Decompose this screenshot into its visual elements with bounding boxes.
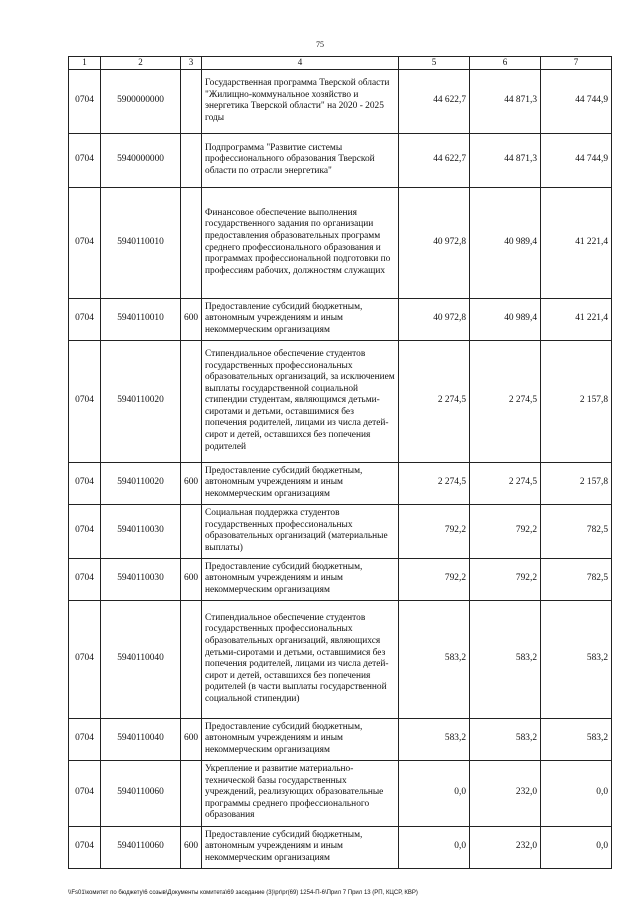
item-name-cell: Социальная поддержка студентов государственных профессиональных образовательных организаций (материальные выплаты) <box>202 504 399 558</box>
amount-cell-col5: 792,2 <box>399 558 470 600</box>
expense-type-cell: 600 <box>181 298 202 340</box>
target-article-cell: 5940110020 <box>101 340 181 462</box>
amount-cell-col7: 41 221,4 <box>541 187 612 298</box>
amount-cell-col5: 40 972,8 <box>399 298 470 340</box>
expense-type-cell <box>181 187 202 298</box>
item-name-cell: Финансовое обеспечение выполнения государственного задания по организации предоставления образовательных программ среднего профессионального образования и программах профессиональной подготовки по профессиям рабочих, должностям служащих <box>202 187 399 298</box>
item-name-cell: Государственная программа Тверской области "Жилищно-коммунальное хозяйство и энергетика Тверской области" на 2020 - 2025 годы <box>202 69 399 133</box>
section-code-cell: 0704 <box>69 69 101 133</box>
file-path-footer: \\Fs01\комитет по бюджету\6 созыв\Документы комитета\69 заседание (3)\pr\pr(69) 1254-П-6\Прил 7 Прил 13 (РП, КЦСР, КВР) <box>68 890 418 896</box>
amount-cell-col7: 583,2 <box>541 718 612 760</box>
expense-type-cell: 600 <box>181 826 202 868</box>
header-row <box>69 57 612 70</box>
target-article-cell: 5940110060 <box>101 826 181 868</box>
column-header: 7 <box>541 57 612 70</box>
amount-cell-col7: 44 744,9 <box>541 133 612 187</box>
section-code-cell: 0704 <box>69 504 101 558</box>
amount-cell-col6: 232,0 <box>470 760 541 826</box>
section-code-cell: 0704 <box>69 187 101 298</box>
amount-cell-col5: 44 622,7 <box>399 69 470 133</box>
amount-cell-col6: 44 871,3 <box>470 133 541 187</box>
table-row <box>69 558 612 600</box>
table-row <box>69 340 612 462</box>
amount-cell-col6: 2 274,5 <box>470 462 541 504</box>
amount-cell-col6: 40 989,4 <box>470 298 541 340</box>
table-row <box>69 298 612 340</box>
amount-cell-col6: 2 274,5 <box>470 340 541 462</box>
amount-cell-col5: 0,0 <box>399 826 470 868</box>
amount-cell-col6: 583,2 <box>470 718 541 760</box>
item-name-cell: Подпрограмма "Развитие системы профессионального образования Тверской области по отрасли энергетика" <box>202 133 399 187</box>
column-header: 1 <box>69 57 101 70</box>
amount-cell-col6: 792,2 <box>470 504 541 558</box>
amount-cell-col7: 0,0 <box>541 826 612 868</box>
item-name-cell: Предоставление субсидий бюджетным, автономным учреждениям и иным некоммерческим организациям <box>202 558 399 600</box>
section-code-cell: 0704 <box>69 718 101 760</box>
expense-type-cell <box>181 133 202 187</box>
target-article-cell: 5940110040 <box>101 718 181 760</box>
target-article-cell: 5940110030 <box>101 558 181 600</box>
table-row <box>69 69 612 133</box>
target-article-cell: 5940110040 <box>101 600 181 718</box>
target-article-cell: 5940110010 <box>101 187 181 298</box>
column-header: 4 <box>202 57 399 70</box>
table-row <box>69 133 612 187</box>
item-name-cell: Стипендиальное обеспечение студентов государственных профессиональных образовательных организаций, за исключением выплаты государственной социальной стипендии студентам, являющимся детьми-сиротами и детьми, оставшимися без попечения родителей, лицами из числа детей-сирот и детей, оставшихся без попечения родителей <box>202 340 399 462</box>
amount-cell-col5: 2 274,5 <box>399 462 470 504</box>
table-row <box>69 826 612 868</box>
item-name-cell: Предоставление субсидий бюджетным, автономным учреждениям и иным некоммерческим организациям <box>202 718 399 760</box>
section-code-cell: 0704 <box>69 760 101 826</box>
table-row <box>69 504 612 558</box>
section-code-cell: 0704 <box>69 298 101 340</box>
section-code-cell: 0704 <box>69 558 101 600</box>
amount-cell-col7: 2 157,8 <box>541 462 612 504</box>
expense-type-cell <box>181 600 202 718</box>
amount-cell-col7: 0,0 <box>541 760 612 826</box>
item-name-cell: Предоставление субсидий бюджетным, автономным учреждениям и иным некоммерческим организациям <box>202 462 399 504</box>
target-article-cell: 5940110020 <box>101 462 181 504</box>
section-code-cell: 0704 <box>69 600 101 718</box>
column-header: 3 <box>181 57 202 70</box>
amount-cell-col7: 41 221,4 <box>541 298 612 340</box>
section-code-cell: 0704 <box>69 133 101 187</box>
amount-cell-col5: 40 972,8 <box>399 187 470 298</box>
amount-cell-col5: 583,2 <box>399 600 470 718</box>
amount-cell-col7: 2 157,8 <box>541 340 612 462</box>
section-code-cell: 0704 <box>69 826 101 868</box>
budget-table <box>68 56 612 869</box>
amount-cell-col6: 232,0 <box>470 826 541 868</box>
expense-type-cell: 600 <box>181 718 202 760</box>
item-name-cell: Стипендиальное обеспечение студентов государственных профессиональных образовательных организаций, являющихся детьми-сиротами и детьми, оставшимися без попечения родителей, лицами из числа детей-сирот и детей, оставшихся без попечения родителей (в части выплаты государственной социальной стипендии) <box>202 600 399 718</box>
target-article-cell: 5940000000 <box>101 133 181 187</box>
expense-type-cell <box>181 760 202 826</box>
table-row <box>69 187 612 298</box>
item-name-cell: Укрепление и развитие материально-технической базы государственных учреждений, реализующих образовательные программы среднего профессионального образования <box>202 760 399 826</box>
amount-cell-col6: 44 871,3 <box>470 69 541 133</box>
column-header: 5 <box>399 57 470 70</box>
amount-cell-col5: 792,2 <box>399 504 470 558</box>
section-code-cell: 0704 <box>69 462 101 504</box>
table-row <box>69 718 612 760</box>
table-row <box>69 600 612 718</box>
item-name-cell: Предоставление субсидий бюджетным, автономным учреждениям и иным некоммерческим организациям <box>202 298 399 340</box>
amount-cell-col6: 792,2 <box>470 558 541 600</box>
page-number: 75 <box>316 40 324 49</box>
amount-cell-col7: 44 744,9 <box>541 69 612 133</box>
target-article-cell: 5940110010 <box>101 298 181 340</box>
column-header: 6 <box>470 57 541 70</box>
expense-type-cell <box>181 504 202 558</box>
amount-cell-col7: 782,5 <box>541 504 612 558</box>
expense-type-cell <box>181 69 202 133</box>
amount-cell-col5: 44 622,7 <box>399 133 470 187</box>
target-article-cell: 5940110060 <box>101 760 181 826</box>
amount-cell-col5: 0,0 <box>399 760 470 826</box>
amount-cell-col5: 583,2 <box>399 718 470 760</box>
item-name-cell: Предоставление субсидий бюджетным, автономным учреждениям и иным некоммерческим организациям <box>202 826 399 868</box>
table-row <box>69 462 612 504</box>
target-article-cell: 5940110030 <box>101 504 181 558</box>
target-article-cell: 5900000000 <box>101 69 181 133</box>
amount-cell-col7: 782,5 <box>541 558 612 600</box>
amount-cell-col6: 583,2 <box>470 600 541 718</box>
amount-cell-col7: 583,2 <box>541 600 612 718</box>
expense-type-cell <box>181 340 202 462</box>
expense-type-cell: 600 <box>181 558 202 600</box>
column-header: 2 <box>101 57 181 70</box>
amount-cell-col6: 40 989,4 <box>470 187 541 298</box>
section-code-cell: 0704 <box>69 340 101 462</box>
expense-type-cell: 600 <box>181 462 202 504</box>
table-row <box>69 760 612 826</box>
amount-cell-col5: 2 274,5 <box>399 340 470 462</box>
